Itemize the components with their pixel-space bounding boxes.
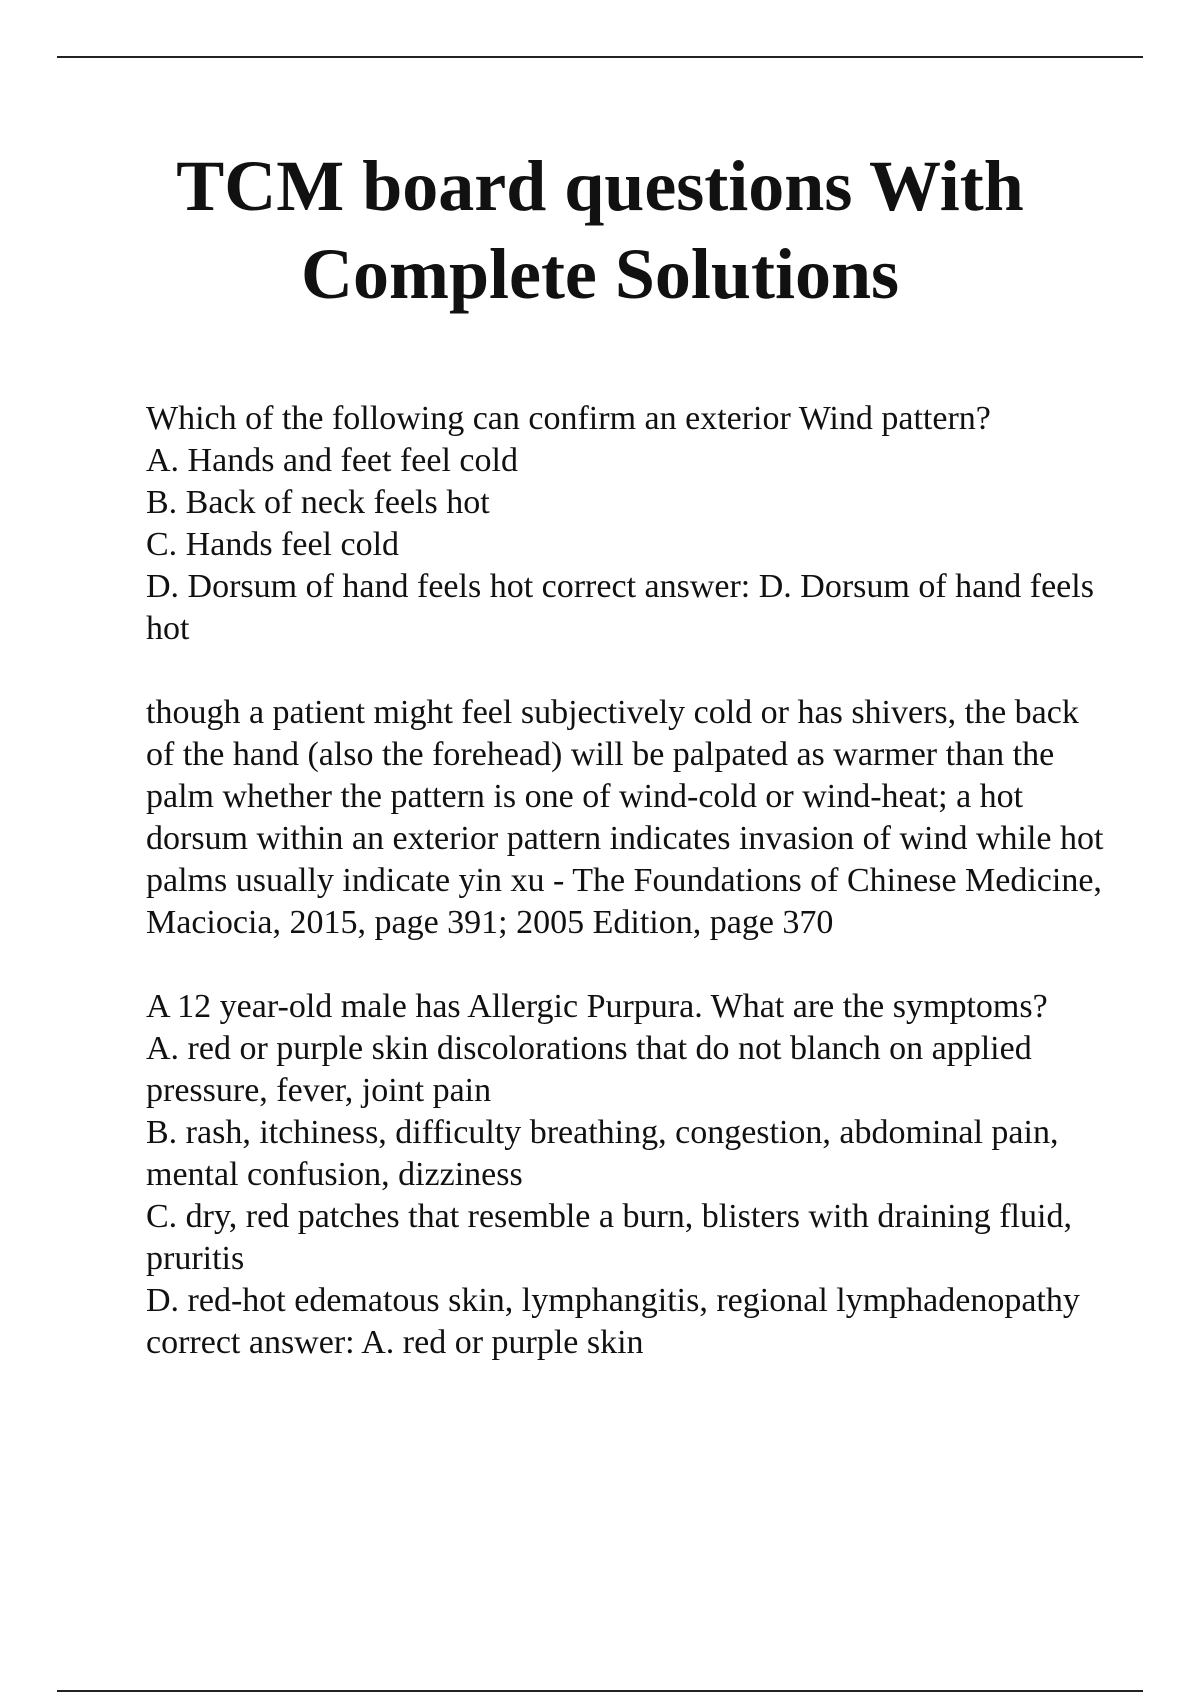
question-1 <box>146 398 1106 944</box>
paragraph-gap <box>146 650 1106 692</box>
document-title <box>100 142 1100 318</box>
question-option-answer: D. Dorsum of hand feels hot correct answer: D. Dorsum of hand feels hot <box>146 568 1094 647</box>
bottom-rule <box>57 1690 1143 1692</box>
title-line-1: TCM board questions With <box>176 146 1024 226</box>
top-rule <box>57 56 1143 58</box>
question-option: A. Hands and feet feel cold <box>146 442 518 479</box>
question-option: C. Hands feel cold <box>146 526 400 563</box>
question-prompt: A 12 year-old male has Allergic Purpura. What are the symptoms? <box>146 988 1048 1025</box>
question-option: B. rash, itchiness, difficulty breathing, congestion, abdominal pain, mental confusion, dizziness <box>146 1114 1059 1193</box>
title-line-2: Complete Solutions <box>300 234 900 314</box>
question-option: C. dry, red patches that resemble a burn, blisters with draining fluid, pruritis <box>146 1198 1072 1277</box>
question-option: B. Back of neck feels hot <box>146 484 490 521</box>
question-option-answer: D. red-hot edematous skin, lymphangitis, regional lymphadenopathy correct answer: A. red or purple skin <box>146 1282 1080 1361</box>
question-explanation: though a patient might feel subjectively cold or has shivers, the back of the hand (also the forehead) will be palpated as warmer than the palm whether the pattern is one of wind-cold or wind-heat; a hot dorsum within an exterior pattern indicates invasion of wind while hot palms usually indicate yin xu - The Foundations of Chinese Medicine, Maciocia, 2015, page 391; 2005 Edition, page 370 <box>146 694 1104 941</box>
paragraph-gap <box>146 944 1106 986</box>
question-option: A. red or purple skin discolorations that do not blanch on applied pressure, fever, joint pain <box>146 1030 1032 1109</box>
question-2 <box>146 986 1106 1364</box>
document-body <box>146 398 1106 1364</box>
question-prompt: Which of the following can confirm an exterior Wind pattern? <box>146 400 991 437</box>
